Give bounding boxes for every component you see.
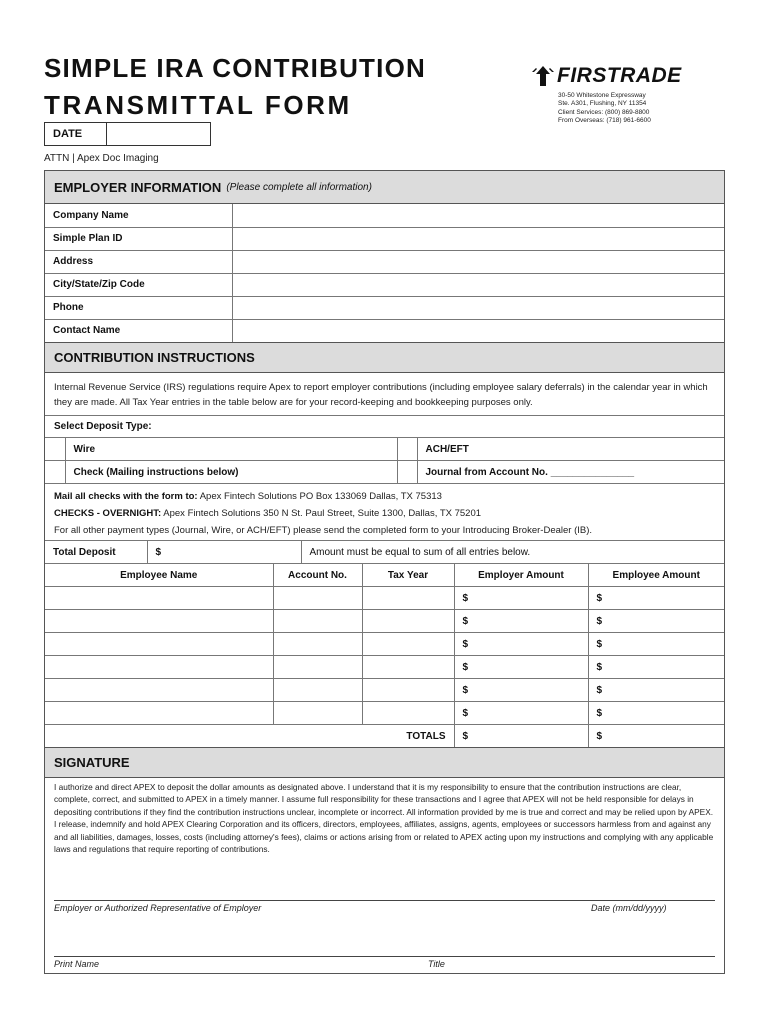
employee-amount-cell[interactable]: $ — [588, 587, 724, 610]
print-name-label: Print Name — [54, 959, 100, 969]
employer-info-note: (Please complete all information) — [226, 181, 372, 193]
col-employee-amount: Employee Amount — [588, 564, 724, 587]
employee-total-cell[interactable]: $ — [588, 725, 724, 748]
tax-year-cell[interactable] — [362, 656, 454, 679]
contribution-header — [45, 342, 724, 373]
account-no-cell[interactable] — [273, 656, 362, 679]
employee-amount-cell[interactable]: $ — [588, 679, 724, 702]
city-state-zip-field[interactable] — [232, 273, 724, 296]
employee-name-cell[interactable] — [45, 656, 273, 679]
wire-checkbox[interactable] — [45, 438, 65, 461]
total-deposit-label: Total Deposit — [45, 541, 147, 564]
address-line: Client Services: (800) 869-8800 — [558, 108, 650, 116]
totals-row — [45, 725, 724, 748]
totals-label: TOTALS — [406, 730, 446, 742]
check-checkbox[interactable] — [45, 461, 65, 484]
employer-row — [45, 204, 724, 227]
firstrade-arrow-icon — [532, 66, 554, 86]
account-no-cell[interactable] — [273, 587, 362, 610]
total-deposit-field[interactable] — [147, 541, 301, 564]
field-label: Contact Name — [45, 319, 232, 342]
employer-signature-label: Employer or Authorized Representative of Employer — [54, 903, 262, 913]
signature-authorization-text: I authorize and direct APEX to deposit the dollar amounts as designated above. I understand that it is my responsibility to ensure that the contribution instructions are clear, complete, correct, and submitted to APEX in a timely manner. I assume full responsibility for these transactions and I agree that APEX will not be held responsible for delays in depositing contributions if they find the contribution instructions unclear, incomplete or incorrect. All information provided by me is true and correct and may be relied upon by APEX. I release, indemnify and hold APEX Clearing Corporation and its officers, directors, employees, affiliates, assigns, agents, employees or successors harmless from and against any and all liabilities, damages, losses, costs (including attorney's fees), claims or actions arising from or related to APEX acting upon my instructions and complying with any applicable laws and regulations that require reporting of contributions. — [54, 782, 714, 855]
field-label: City/State/Zip Code — [45, 273, 232, 296]
field-label: Company Name — [45, 204, 232, 227]
address-line: 30-50 Whitestone Expressway — [558, 92, 646, 99]
firstrade-logo — [532, 64, 682, 88]
table-row — [45, 702, 724, 725]
total-deposit-table — [45, 540, 724, 564]
employer-row — [45, 273, 724, 296]
title-label: Title — [428, 959, 445, 969]
table-row — [45, 679, 724, 702]
employee-name-cell[interactable] — [45, 610, 273, 633]
contributions-table — [45, 563, 724, 748]
table-row — [45, 587, 724, 610]
employer-amount-cell[interactable]: $ — [454, 656, 588, 679]
employer-amount-cell[interactable]: $ — [454, 679, 588, 702]
account-no-cell[interactable] — [273, 633, 362, 656]
other-payments-note: For all other payment types (Journal, Wire, or ACH/EFT) please send the completed form to your Introducing Broker-Dealer (IB). — [54, 525, 593, 536]
dollar-sign: $ — [155, 546, 162, 558]
tax-year-cell[interactable] — [362, 633, 454, 656]
mail-label: Mail all checks with the form to: — [54, 491, 198, 502]
form-title — [44, 50, 426, 124]
employee-amount-cell[interactable]: $ — [588, 656, 724, 679]
firm-address — [558, 92, 682, 125]
employee-amount-cell[interactable]: $ — [588, 702, 724, 725]
employer-signature-line[interactable] — [54, 900, 715, 901]
contact-name-field[interactable] — [232, 319, 724, 342]
col-account-no: Account No. — [273, 564, 362, 587]
signature-heading: SIGNATURE — [54, 755, 130, 770]
employee-name-cell[interactable] — [45, 702, 273, 725]
field-label: Simple Plan ID — [45, 227, 232, 250]
total-deposit-row — [45, 541, 724, 564]
employee-name-cell[interactable] — [45, 633, 273, 656]
date-field[interactable] — [107, 123, 210, 145]
field-label: Phone — [45, 296, 232, 319]
divider — [45, 415, 724, 416]
attn-line: ATTN | Apex Doc Imaging — [44, 153, 159, 164]
employer-amount-cell[interactable]: $ — [454, 702, 588, 725]
account-no-cell[interactable] — [273, 702, 362, 725]
employer-row — [45, 319, 724, 342]
date-label: DATE — [45, 123, 107, 145]
overnight-instructions — [54, 508, 481, 519]
employer-amount-cell[interactable]: $ — [454, 633, 588, 656]
employer-info-table — [45, 204, 724, 343]
employer-info-heading: EMPLOYER INFORMATION — [54, 179, 222, 195]
simple-plan-id-field[interactable] — [232, 227, 724, 250]
employee-name-cell[interactable] — [45, 679, 273, 702]
journal-option-label: Journal from Account No. _______________ — [417, 461, 724, 484]
employer-row — [45, 250, 724, 273]
address-line: Ste. A301, Flushing, NY 11354 — [558, 100, 647, 108]
account-no-cell[interactable] — [273, 679, 362, 702]
wire-option-label: Wire — [65, 438, 397, 461]
employer-total-cell[interactable]: $ — [454, 725, 588, 748]
employee-amount-cell[interactable]: $ — [588, 610, 724, 633]
employer-row — [45, 296, 724, 319]
select-deposit-label: Select Deposit Type: — [54, 421, 152, 432]
signature-header — [45, 747, 724, 778]
table-header-row — [45, 564, 724, 587]
company-name-field[interactable] — [232, 204, 724, 227]
title-line-1: SIMPLE IRA CONTRIBUTION — [44, 53, 426, 83]
employee-amount-cell[interactable]: $ — [588, 633, 724, 656]
address-line: From Overseas: (718) 961-6600 — [558, 116, 651, 124]
total-deposit-note: Amount must be equal to sum of all entries below. — [301, 541, 724, 564]
date-box — [44, 122, 211, 146]
employer-row — [45, 227, 724, 250]
table-row — [45, 656, 724, 679]
logo-text: FIRSTRADE — [557, 64, 682, 87]
col-tax-year: Tax Year — [362, 564, 454, 587]
irs-paragraph: Internal Revenue Service (IRS) regulations require Apex to report employer contributions (including employee salary deferrals) in the calendar year in which they are made. All Tax Year entries in the table below are for your record-keeping and bookkeeping purposes only. — [54, 382, 708, 408]
mail-instructions — [54, 491, 442, 502]
tax-year-cell[interactable] — [362, 702, 454, 725]
deposit-row — [45, 438, 724, 461]
mail-address: Apex Fintech Solutions PO Box 133069 Dallas, TX 75313 — [199, 491, 442, 502]
firstrade-logo-block — [532, 64, 682, 125]
tax-year-cell[interactable] — [362, 679, 454, 702]
title-line-2: TRANSMITTAL FORM — [44, 90, 352, 120]
signature-date-label: Date (mm/dd/yyyy) — [591, 903, 667, 913]
phone-field[interactable] — [232, 296, 724, 319]
address-field[interactable] — [232, 250, 724, 273]
employer-amount-cell[interactable]: $ — [454, 587, 588, 610]
journal-checkbox[interactable] — [397, 461, 417, 484]
field-label: Address — [45, 250, 232, 273]
check-option-label: Check (Mailing instructions below) — [65, 461, 397, 484]
col-employer-amount: Employer Amount — [454, 564, 588, 587]
account-no-cell[interactable] — [273, 610, 362, 633]
employer-amount-cell[interactable]: $ — [454, 610, 588, 633]
col-employee-name: Employee Name — [45, 564, 273, 587]
table-row — [45, 610, 724, 633]
tax-year-cell[interactable] — [362, 610, 454, 633]
print-name-line[interactable] — [54, 956, 715, 957]
tax-year-cell[interactable] — [362, 587, 454, 610]
deposit-row — [45, 461, 724, 484]
employer-info-header — [45, 171, 724, 204]
form-frame — [44, 170, 725, 974]
overnight-label: CHECKS - OVERNIGHT: — [54, 508, 162, 519]
deposit-type-table — [45, 437, 724, 484]
employee-name-cell[interactable] — [45, 587, 273, 610]
contribution-heading: CONTRIBUTION INSTRUCTIONS — [54, 350, 255, 365]
ach-option-label: ACH/EFT — [417, 438, 724, 461]
table-row — [45, 633, 724, 656]
ach-checkbox[interactable] — [397, 438, 417, 461]
overnight-address: Apex Fintech Solutions 350 N St. Paul Street, Suite 1300, Dallas, TX 75201 — [163, 508, 482, 519]
